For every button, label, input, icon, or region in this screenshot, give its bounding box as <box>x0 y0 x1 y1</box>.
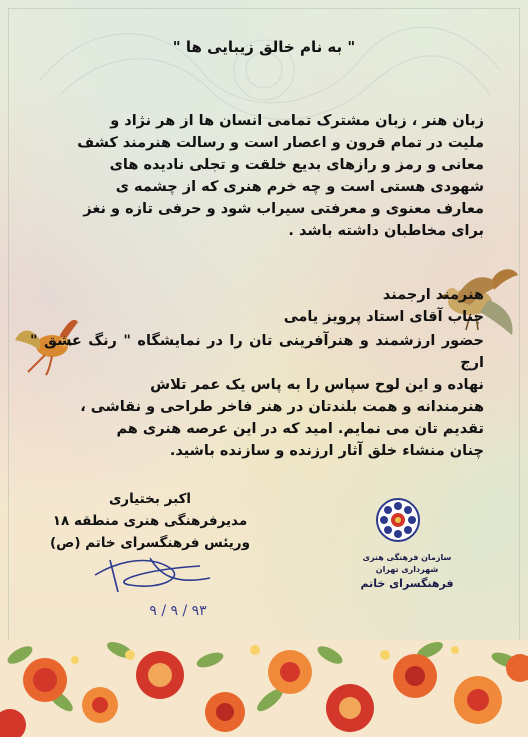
logo-caption-org: سازمان فرهنگی هنری شهرداری تهران <box>362 553 452 574</box>
paragraph-one-line: شهودی هستی است و چه خرم هنری که از چشمه ی <box>115 179 484 195</box>
paragraph-one-line: معارف معنوی و معرفتی سیراب شود و حرفی تازه و نغز <box>83 201 484 217</box>
salutation <box>60 284 484 328</box>
signatory-name: اکبر بختیاری <box>108 491 192 507</box>
paragraph-one-line: معانی و رمز و رازهای بدیع خلقت و تجلی نادیده های <box>109 157 484 173</box>
paragraph-two-line: چنان منشاء خلق آثار ارزنده و سازنده باشید. <box>169 443 484 459</box>
salutation-line: هنرمند ارجمند <box>382 287 484 303</box>
logo-caption <box>352 552 462 592</box>
signatory-title: وریئس فرهنگسرای خاتم (ص) <box>50 535 250 551</box>
paragraph-one-line: زبان هنر ، زبان مشترک تمامی انسان ها از هر نژاد و <box>110 113 484 129</box>
paragraph-two <box>30 330 484 462</box>
signatory-title: مدیرفرهنگی هنری منطقه ۱۸ <box>52 513 248 529</box>
paragraph-two-line: حضور ارزشمند و هنرآفرینی تان را در نمایشگاه " رنگ عشق " ارج <box>30 333 484 371</box>
bottom-floral-border <box>0 639 528 737</box>
rosette-emblem-icon <box>377 499 419 541</box>
paragraph-two-line: نهاده و این لوح سپاس را به پاس یک عمر تلاش <box>150 377 484 393</box>
paragraph-one-line: ملیت در تمام قرون و اعصار است و رسالت هنرمند کشف <box>77 135 484 151</box>
recipient-name: جناب آقای استاد پرویز یامی <box>283 309 484 325</box>
signature-scribble <box>95 558 210 592</box>
paragraph-one-line: برای مخاطبان داشته باشد . <box>288 223 484 239</box>
certificate-date: ۹ / ۹ / ۹۳ <box>149 603 207 619</box>
logo-caption-name: فرهنگسرای خاتم <box>360 577 454 590</box>
certificate-title: " به نام خالق زیبایی ها " <box>172 38 356 56</box>
signatory-block <box>0 488 300 554</box>
paragraph-one <box>30 110 484 242</box>
paragraph-two-line: هنرمندانه و همت بلندتان در هنر فاخر طراحی و نقاشی ، <box>80 399 484 415</box>
paragraph-two-line: تقدیم تان می نمایم. امید که در این عرصه هنری هم <box>116 421 484 437</box>
